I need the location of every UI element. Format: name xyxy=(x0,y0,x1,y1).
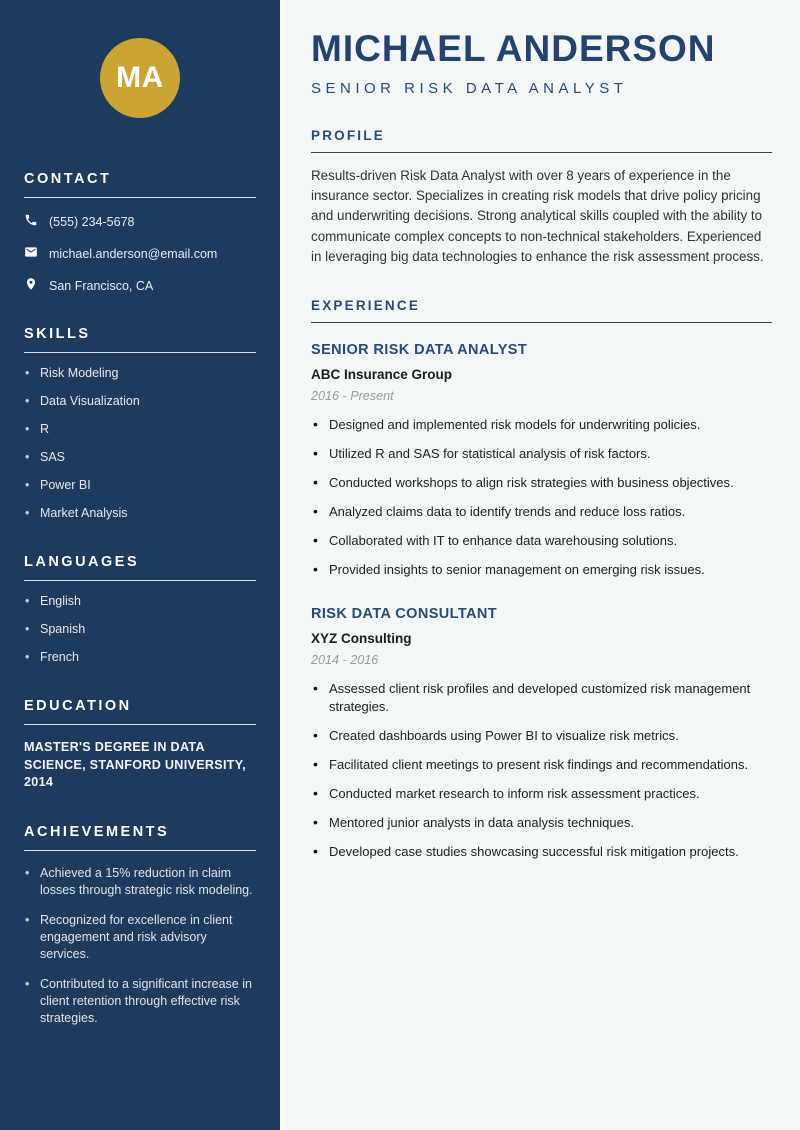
candidate-name: MICHAEL ANDERSON xyxy=(311,28,716,69)
job-bullet: • Created dashboards using Power BI to visualize risk metrics. xyxy=(311,727,772,746)
contact-list xyxy=(24,213,256,294)
job-bullet: • Analyzed claims data to identify trends and reduce loss ratios. xyxy=(311,503,772,522)
contact-email-text: michael.anderson@email.com xyxy=(49,246,218,261)
job-dates: 2014 - 2016 xyxy=(311,652,379,667)
job-bullet: • Utilized R and SAS for statistical analysis of risk factors. xyxy=(311,445,772,464)
language-item: • English xyxy=(24,593,256,610)
job-bullet: • Provided insights to senior management on emerging risk issues. xyxy=(311,561,772,580)
job-bullet: • Assessed client risk profiles and developed customized risk management strategies. xyxy=(311,680,772,717)
main-content xyxy=(280,0,800,1130)
skill-item: • Power BI xyxy=(24,477,256,494)
skill-item: • Data Visualization xyxy=(24,393,256,410)
achievements-list xyxy=(24,865,256,1027)
job-title: RISK DATA CONSULTANT xyxy=(311,605,498,622)
skills-heading: SKILLS xyxy=(24,326,256,353)
skill-item: • Risk Modeling xyxy=(24,365,256,382)
contact-item-email xyxy=(24,245,256,262)
job-bullet: • Developed case studies showcasing successful risk mitigation projects. xyxy=(311,843,772,862)
experience-heading: EXPERIENCE xyxy=(311,298,772,323)
education-degree: MASTER'S DEGREE IN DATA SCIENCE, STANFORD UNIVERSITY, 2014 xyxy=(24,740,246,789)
skill-item: • SAS xyxy=(24,449,256,466)
job-bullets xyxy=(311,680,772,862)
job-bullet: • Collaborated with IT to enhance data warehousing solutions. xyxy=(311,532,772,551)
language-item: • French xyxy=(24,649,256,666)
contact-item-phone xyxy=(24,213,256,230)
achievement-item: • Recognized for excellence in client engagement and risk advisory services. xyxy=(24,912,256,963)
languages-heading: LANGUAGES xyxy=(24,554,256,581)
job-title: SENIOR RISK DATA ANALYST xyxy=(311,342,528,359)
job-bullet: • Designed and implemented risk models for underwriting policies. xyxy=(311,416,772,435)
skill-item: • Market Analysis xyxy=(24,505,256,522)
location-icon xyxy=(24,277,38,294)
job-company: ABC Insurance Group xyxy=(311,367,453,383)
phone-icon xyxy=(24,213,38,230)
skills-list xyxy=(24,365,256,522)
education-heading: EDUCATION xyxy=(24,698,256,725)
job-bullet: • Conducted market research to inform risk assessment practices. xyxy=(311,785,772,804)
skill-item: • R xyxy=(24,421,256,438)
contact-location-text: San Francisco, CA xyxy=(49,278,154,293)
contact-item-location xyxy=(24,277,256,294)
profile-text: Results-driven Risk Data Analyst with over 8 years of experience in the insurance sector. Specializes in creating risk models that drive policy pricing and underwriting decisions. Strong analytical skills coupled with the ability to communicate complex concepts to non-technical stakeholders. Experienced in leveraging big data technologies to enhance the risk assessment process. xyxy=(311,168,764,264)
job-bullet: • Mentored junior analysts in data analysis techniques. xyxy=(311,814,772,833)
job-entry xyxy=(311,342,772,580)
job-bullet: • Conducted workshops to align risk strategies with business objectives. xyxy=(311,474,772,493)
avatar-wrap xyxy=(24,38,256,118)
job-company: XYZ Consulting xyxy=(311,630,412,646)
contact-heading: CONTACT xyxy=(24,171,256,198)
job-dates: 2016 - Present xyxy=(311,389,394,404)
contact-phone-text: (555) 234-5678 xyxy=(49,214,135,229)
job-bullets xyxy=(311,416,772,580)
achievement-item: • Contributed to a significant increase in client retention through effective risk strategies. xyxy=(24,976,256,1027)
avatar: MA xyxy=(100,38,180,118)
candidate-title: SENIOR RISK DATA ANALYST xyxy=(311,80,628,97)
profile-heading: PROFILE xyxy=(311,128,772,153)
job-entry xyxy=(311,606,772,862)
languages-list xyxy=(24,593,256,666)
sidebar xyxy=(0,0,280,1130)
language-item: • Spanish xyxy=(24,621,256,638)
achievements-heading: ACHIEVEMENTS xyxy=(24,824,256,851)
email-icon xyxy=(24,245,38,262)
job-bullet: • Facilitated client meetings to present risk findings and recommendations. xyxy=(311,756,772,775)
achievement-item: • Achieved a 15% reduction in claim losses through strategic risk modeling. xyxy=(24,865,256,899)
